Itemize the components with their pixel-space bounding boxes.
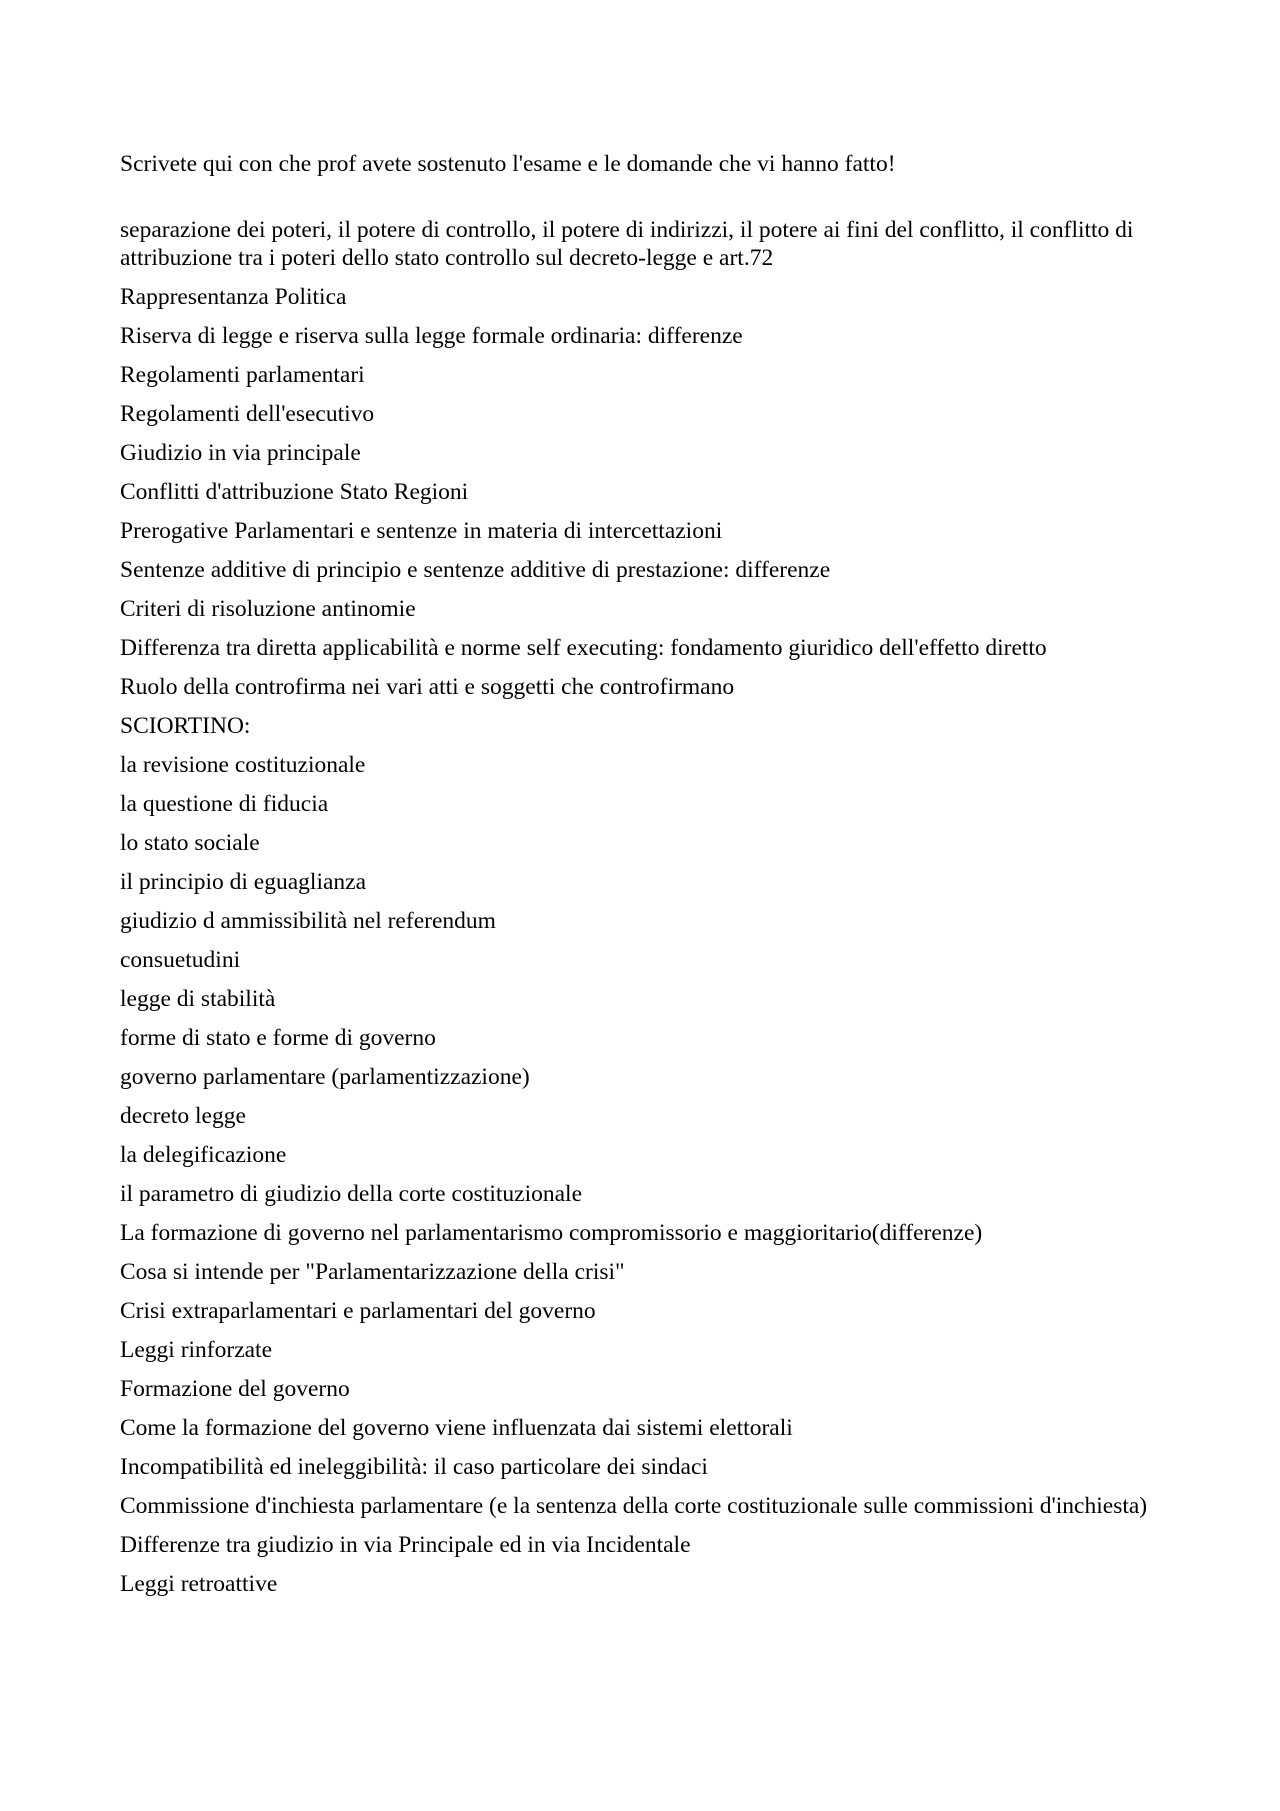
exam-questions-list — [120, 216, 1160, 1598]
question-item: Incompatibilità ed ineleggibilità: il caso particolare dei sindaci — [120, 1454, 708, 1480]
question-item: Regolamenti parlamentari — [120, 362, 365, 388]
question-item: Riserva di legge e riserva sulla legge formale ordinaria: differenze — [120, 323, 743, 349]
question-item: Commissione d'inchiesta parlamentare (e la sentenza della corte costituzionale sulle commissioni d'inchiesta) — [120, 1493, 1148, 1519]
question-item: giudizio d ammissibilità nel referendum — [120, 908, 496, 934]
question-item: Cosa si intende per "Parlamentarizzazione della crisi" — [120, 1259, 625, 1285]
question-item: Criteri di risoluzione antinomie — [120, 596, 416, 622]
question-item: separazione dei poteri, il potere di controllo, il potere di indirizzi, il potere ai fini del conflitto, il conflitto di attribuzione tra i poteri dello stato controllo sul decreto-legge e art.72 — [120, 217, 1134, 271]
question-item: decreto legge — [120, 1103, 246, 1129]
intro-paragraph: Scrivete qui con che prof avete sostenuto l'esame e le domande che vi hanno fatto! — [120, 151, 896, 177]
question-item: Conflitti d'attribuzione Stato Regioni — [120, 479, 469, 505]
question-item: Leggi rinforzate — [120, 1337, 273, 1363]
question-item: Formazione del governo — [120, 1376, 350, 1402]
question-item: la revisione costituzionale — [120, 752, 366, 778]
question-item: la delegificazione — [120, 1142, 287, 1168]
question-item: Ruolo della controfirma nei vari atti e soggetti che controfirmano — [120, 674, 735, 700]
question-item: la questione di fiducia — [120, 791, 329, 817]
question-item: Crisi extraparlamentari e parlamentari del governo — [120, 1298, 596, 1324]
question-item: Prerogative Parlamentari e sentenze in materia di intercettazioni — [120, 518, 723, 544]
question-item: Differenza tra diretta applicabilità e norme self executing: fondamento giuridico dell'effetto diretto — [120, 635, 1047, 661]
question-item: Come la formazione del governo viene influenzata dai sistemi elettorali — [120, 1415, 793, 1441]
document-body — [120, 150, 1160, 1609]
question-item: Regolamenti dell'esecutivo — [120, 401, 375, 427]
question-item: consuetudini — [120, 947, 241, 973]
question-item: lo stato sociale — [120, 830, 260, 856]
question-item: Giudizio in via principale — [120, 440, 361, 466]
question-item: il principio di eguaglianza — [120, 869, 367, 895]
question-item: Sentenze additive di principio e sentenze additive di prestazione: differenze — [120, 557, 831, 583]
question-item: il parametro di giudizio della corte costituzionale — [120, 1181, 583, 1207]
question-item: forme di stato e forme di governo — [120, 1025, 436, 1051]
question-item: Leggi retroattive — [120, 1571, 278, 1597]
question-item: Differenze tra giudizio in via Principale ed in via Incidentale — [120, 1532, 691, 1558]
section-heading-sciortino: SCIORTINO: — [120, 713, 251, 739]
question-item: legge di stabilità — [120, 986, 276, 1012]
question-item: governo parlamentare (parlamentizzazione) — [120, 1064, 530, 1090]
question-item: La formazione di governo nel parlamentarismo compromissorio e maggioritario(differenze) — [120, 1220, 983, 1246]
question-item: Rappresentanza Politica — [120, 284, 347, 310]
